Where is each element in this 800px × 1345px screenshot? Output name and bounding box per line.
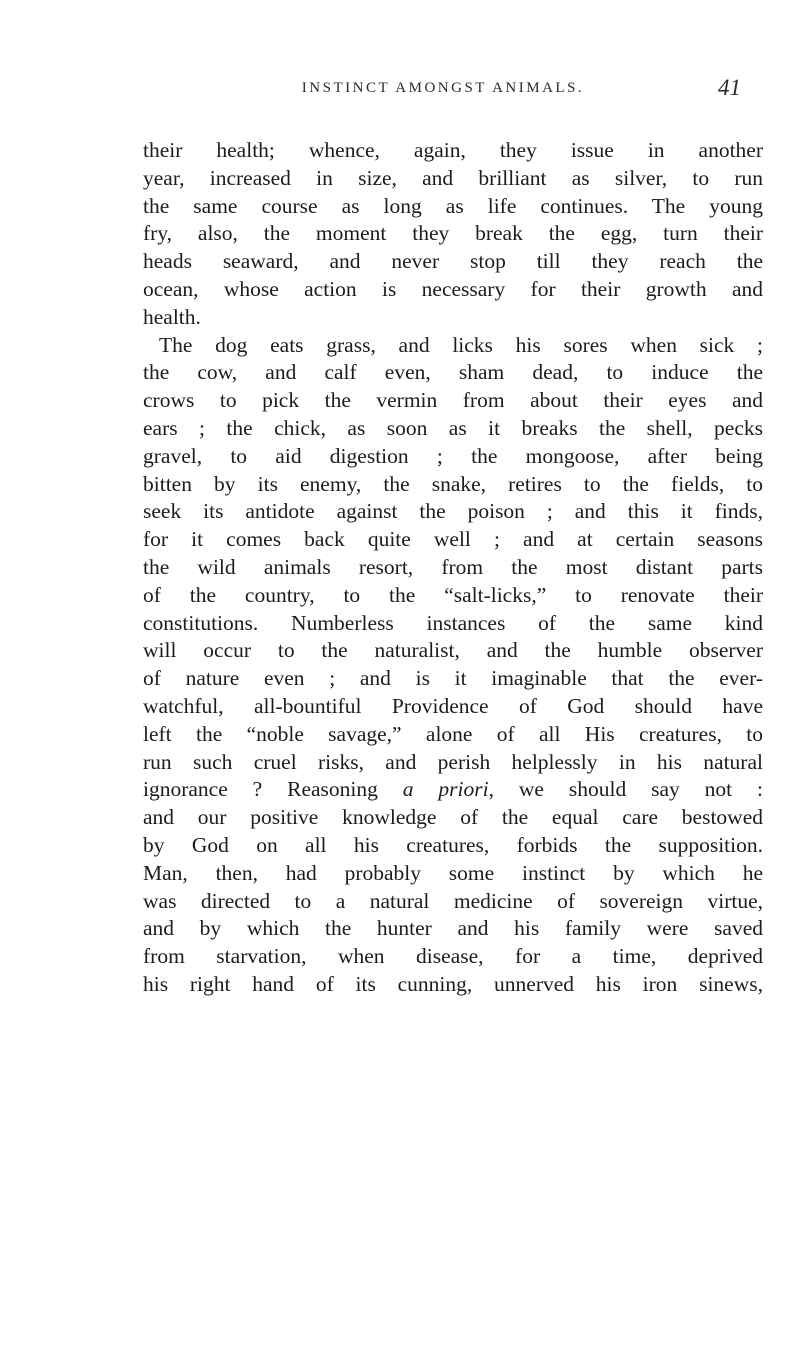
text-line-with-italic: ignorance ? Reasoning a priori, we should say not : — [143, 777, 763, 802]
text-line: of the country, to the “salt-licks,” to renovate their — [143, 582, 763, 607]
text-line: for it comes back quite well ; and at certain seasons — [143, 527, 763, 552]
text-line: fry, also, the moment they break the egg, turn their — [143, 221, 763, 246]
text-line: crows to pick the vermin from about their eyes and — [143, 388, 763, 413]
text-line: heads seaward, and never stop till they reach the — [143, 249, 763, 274]
text-line: his right hand of its cunning, unnerved his iron sinews, — [143, 971, 763, 996]
text-line: gravel, to aid digestion ; the mongoose, after being — [143, 443, 763, 468]
text-line: left the “noble savage,” alone of all His creatures, to — [143, 721, 763, 746]
text-line: their health; whence, again, they issue in another — [143, 138, 763, 162]
text-line: and our positive knowledge of the equal care bestowed — [143, 805, 763, 830]
text-line: the same course as long as life continues. The young — [143, 193, 763, 218]
text-line: by God on all his creatures, forbids the supposition. — [143, 832, 763, 857]
text-line: of nature even ; and is it imaginable that the ever- — [143, 666, 763, 691]
text-line: bitten by its enemy, the snake, retires to the fields, to — [143, 471, 763, 496]
text-line: from starvation, when disease, for a time, deprived — [143, 944, 763, 969]
text-line: the cow, and calf even, sham dead, to induce the — [143, 360, 763, 385]
paragraph-first-line: The dog eats grass, and licks his sores when sick ; — [159, 332, 763, 357]
text-body — [143, 137, 763, 999]
text-line: was directed to a natural medicine of sovereign virtue, — [143, 888, 763, 913]
text-line: constitutions. Numberless instances of the same kind — [143, 610, 763, 635]
running-header — [143, 72, 763, 102]
text-line: run such cruel risks, and perish helplessly in his natural — [143, 749, 763, 774]
text-line: health. — [143, 304, 201, 329]
text-line: watchful, all-bountiful Providence of God should have — [143, 693, 763, 718]
text-line: ocean, whose action is necessary for their growth and — [143, 276, 763, 301]
text-line: the wild animals resort, from the most distant parts — [143, 554, 763, 579]
page-number: 41 — [718, 75, 741, 100]
text-line: will occur to the naturalist, and the humble observer — [143, 638, 763, 663]
text-line: Man, then, had probably some instinct by which he — [143, 860, 763, 885]
running-title: INSTINCT AMONGST ANIMALS. — [301, 80, 585, 96]
italic-phrase: a priori — [402, 777, 489, 802]
text-line: seek its antidote against the poison ; and this it finds, — [143, 499, 763, 524]
text-line: ears ; the chick, as soon as it breaks the shell, pecks — [143, 415, 763, 440]
text-line: and by which the hunter and his family were saved — [143, 916, 763, 941]
text-line: year, increased in size, and brilliant as silver, to run — [143, 165, 763, 190]
